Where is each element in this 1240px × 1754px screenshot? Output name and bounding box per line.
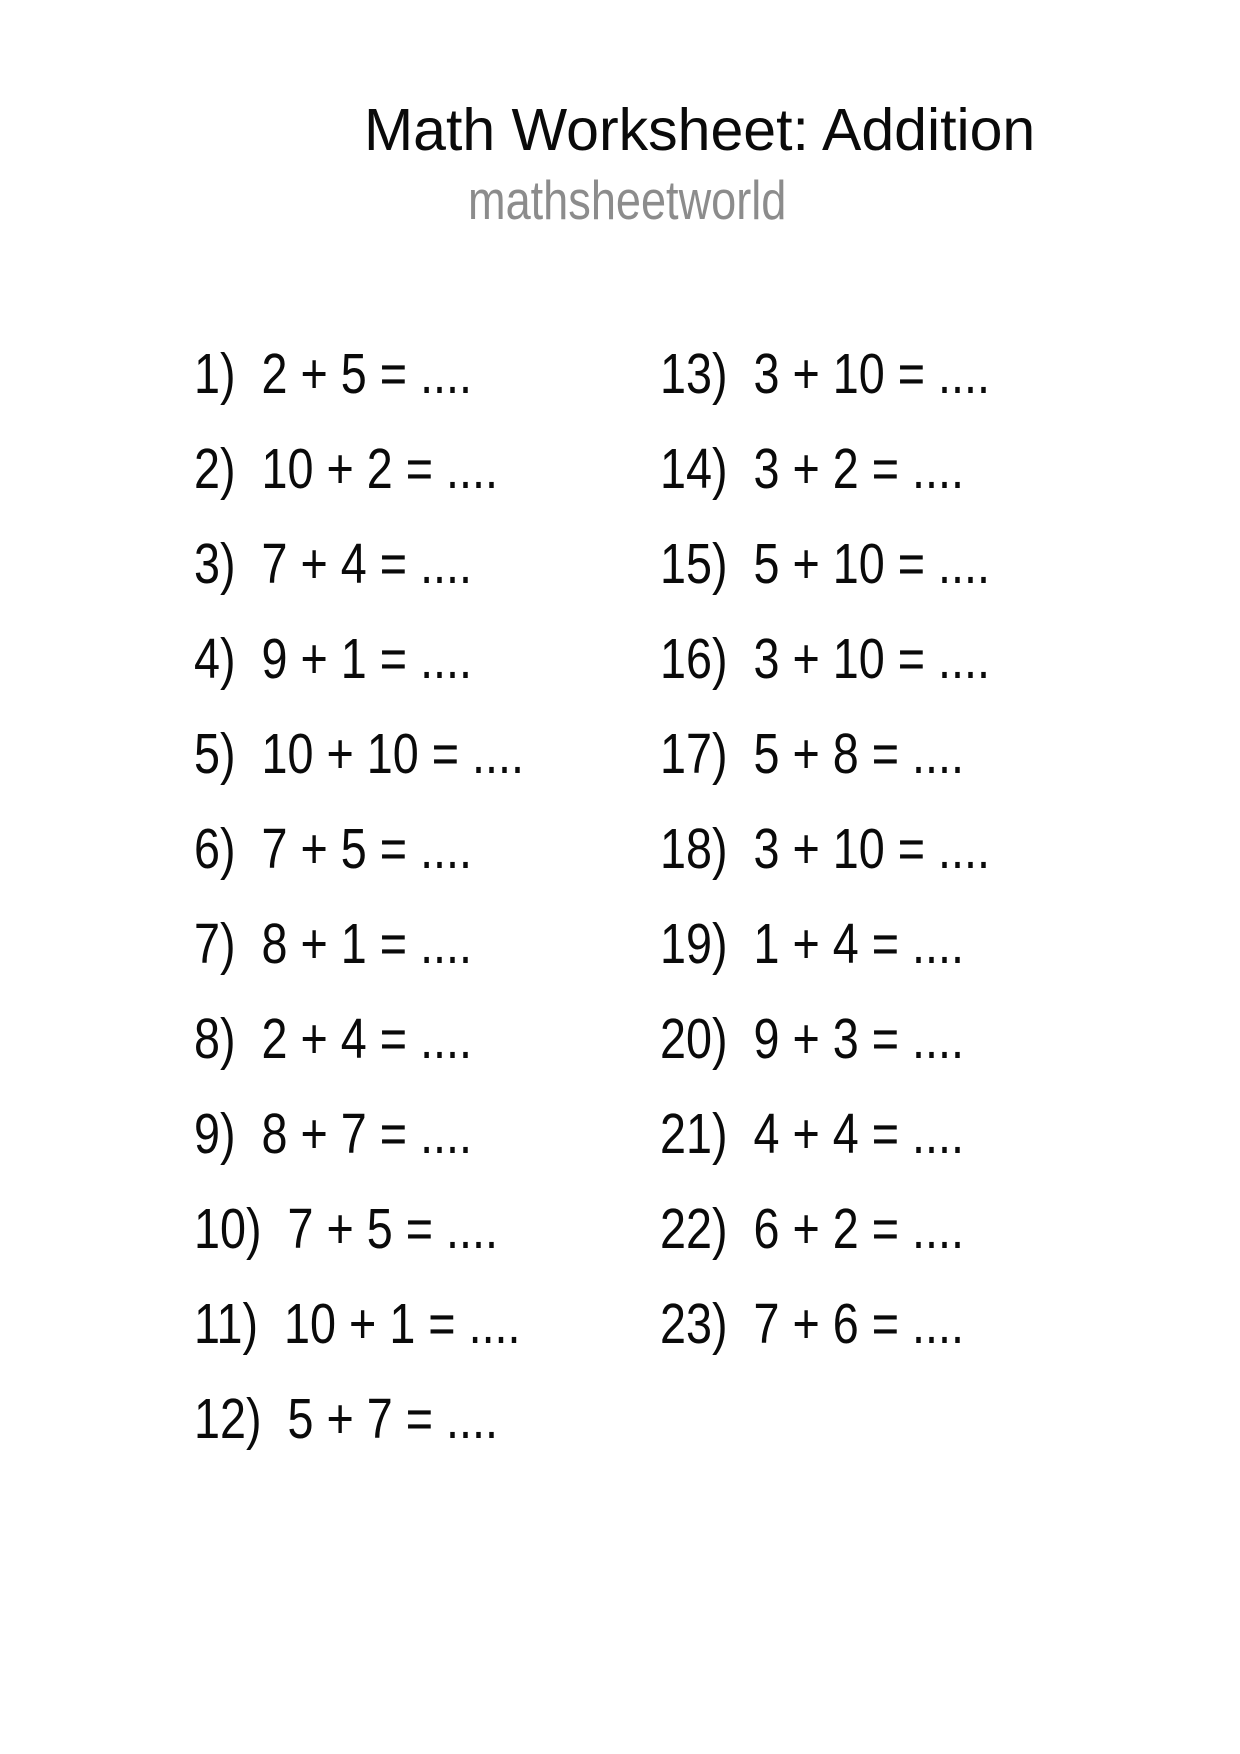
problem-row xyxy=(660,422,1062,517)
problem-expression: 2 + 4 = xyxy=(235,1007,421,1071)
problem-text xyxy=(194,1277,521,1372)
answer-blank: .... xyxy=(912,1292,965,1356)
problem-expression: 9 + 3 = xyxy=(727,1007,913,1071)
page-subtitle: mathsheetworld xyxy=(468,169,787,231)
problem-number: 23) xyxy=(660,1292,728,1356)
problem-number: 15) xyxy=(660,532,728,596)
problem-text xyxy=(660,327,990,422)
problem-row xyxy=(660,517,1062,612)
problem-row xyxy=(660,802,1062,897)
answer-blank: .... xyxy=(446,1197,499,1261)
problem-number: 13) xyxy=(660,342,728,406)
problem-text xyxy=(660,422,964,517)
answer-blank: .... xyxy=(938,817,991,881)
problem-number: 21) xyxy=(660,1102,728,1166)
problem-number: 4) xyxy=(194,627,236,691)
problem-text xyxy=(194,897,472,992)
problem-expression: 6 + 2 = xyxy=(727,1197,913,1261)
problem-expression: 7 + 5 = xyxy=(261,1197,447,1261)
problem-number: 6) xyxy=(194,817,236,881)
problem-row xyxy=(660,1182,1062,1277)
answer-blank: .... xyxy=(420,342,473,406)
problem-expression: 10 + 10 = xyxy=(235,722,473,786)
problem-row xyxy=(194,517,596,612)
page-title: Math Worksheet: Addition xyxy=(364,97,1036,163)
problem-row xyxy=(194,1372,596,1467)
problem-row xyxy=(660,707,1062,802)
problem-number: 10) xyxy=(194,1197,262,1261)
problem-expression: 3 + 10 = xyxy=(727,817,939,881)
problem-expression: 3 + 10 = xyxy=(727,627,939,691)
answer-blank: .... xyxy=(912,722,965,786)
answer-blank: .... xyxy=(912,912,965,976)
problem-expression: 8 + 1 = xyxy=(235,912,421,976)
problem-text xyxy=(194,612,472,707)
problem-number: 1) xyxy=(194,342,236,406)
answer-blank: .... xyxy=(420,627,473,691)
problem-row xyxy=(660,992,1062,1087)
problem-text xyxy=(194,422,498,517)
problem-expression: 7 + 4 = xyxy=(235,532,421,596)
problem-number: 20) xyxy=(660,1007,728,1071)
problem-row xyxy=(660,1087,1062,1182)
answer-blank: .... xyxy=(912,437,965,501)
problem-number: 18) xyxy=(660,817,728,881)
problem-number: 12) xyxy=(194,1387,262,1451)
problem-text xyxy=(660,1277,964,1372)
problem-text xyxy=(660,897,964,992)
problem-text xyxy=(194,802,472,897)
problem-number: 11) xyxy=(194,1292,259,1356)
problem-row xyxy=(194,992,596,1087)
problem-expression: 9 + 1 = xyxy=(235,627,421,691)
problem-row xyxy=(194,612,596,707)
answer-blank: .... xyxy=(912,1197,965,1261)
answer-blank: .... xyxy=(446,1387,499,1451)
problem-text xyxy=(660,992,964,1087)
problem-expression: 4 + 4 = xyxy=(727,1102,913,1166)
problem-expression: 3 + 10 = xyxy=(727,342,939,406)
problem-number: 5) xyxy=(194,722,236,786)
problems-column-right xyxy=(660,327,1062,1372)
answer-blank: .... xyxy=(472,722,525,786)
problem-row xyxy=(660,897,1062,992)
problem-row xyxy=(194,802,596,897)
problem-row xyxy=(660,327,1062,422)
problem-text xyxy=(194,707,524,802)
problem-text xyxy=(660,517,990,612)
problem-expression: 1 + 4 = xyxy=(727,912,913,976)
problem-text xyxy=(194,992,472,1087)
answer-blank: .... xyxy=(938,627,991,691)
answer-blank: .... xyxy=(938,342,991,406)
problem-row xyxy=(660,612,1062,707)
problem-text xyxy=(660,707,964,802)
answer-blank: .... xyxy=(938,532,991,596)
problem-row xyxy=(194,327,596,422)
problem-expression: 3 + 2 = xyxy=(727,437,913,501)
problem-text xyxy=(194,1087,472,1182)
problem-row xyxy=(660,1277,1062,1372)
problem-text xyxy=(194,1372,498,1467)
problem-row xyxy=(194,1182,596,1277)
problem-row xyxy=(194,1277,596,1372)
problem-expression: 2 + 5 = xyxy=(235,342,421,406)
problem-text xyxy=(660,802,990,897)
problem-text xyxy=(660,1182,964,1277)
problem-number: 16) xyxy=(660,627,728,691)
problem-expression: 10 + 1 = xyxy=(258,1292,469,1356)
problem-number: 14) xyxy=(660,437,728,501)
answer-blank: .... xyxy=(420,532,473,596)
problem-expression: 7 + 6 = xyxy=(727,1292,913,1356)
problem-expression: 5 + 8 = xyxy=(727,722,913,786)
answer-blank: .... xyxy=(420,1007,473,1071)
problem-number: 7) xyxy=(194,912,236,976)
answer-blank: .... xyxy=(446,437,499,501)
problem-text xyxy=(194,517,472,612)
problem-number: 3) xyxy=(194,532,236,596)
problem-text xyxy=(194,1182,498,1277)
answer-blank: .... xyxy=(420,912,473,976)
problem-expression: 5 + 7 = xyxy=(261,1387,447,1451)
problem-expression: 8 + 7 = xyxy=(235,1102,421,1166)
problem-text xyxy=(660,612,990,707)
problem-row xyxy=(194,1087,596,1182)
problem-text xyxy=(194,327,472,422)
problem-number: 2) xyxy=(194,437,236,501)
answer-blank: .... xyxy=(468,1292,521,1356)
problems-column-left xyxy=(194,327,596,1467)
problem-expression: 7 + 5 = xyxy=(235,817,421,881)
answer-blank: .... xyxy=(420,1102,473,1166)
problem-text xyxy=(660,1087,964,1182)
problem-number: 19) xyxy=(660,912,728,976)
answer-blank: .... xyxy=(420,817,473,881)
problem-row xyxy=(194,707,596,802)
problem-expression: 5 + 10 = xyxy=(727,532,939,596)
problem-row xyxy=(194,422,596,517)
problem-number: 8) xyxy=(194,1007,236,1071)
problem-expression: 10 + 2 = xyxy=(235,437,447,501)
problem-number: 9) xyxy=(194,1102,236,1166)
problem-row xyxy=(194,897,596,992)
answer-blank: .... xyxy=(912,1007,965,1071)
problem-number: 17) xyxy=(660,722,728,786)
problem-number: 22) xyxy=(660,1197,728,1261)
answer-blank: .... xyxy=(912,1102,965,1166)
